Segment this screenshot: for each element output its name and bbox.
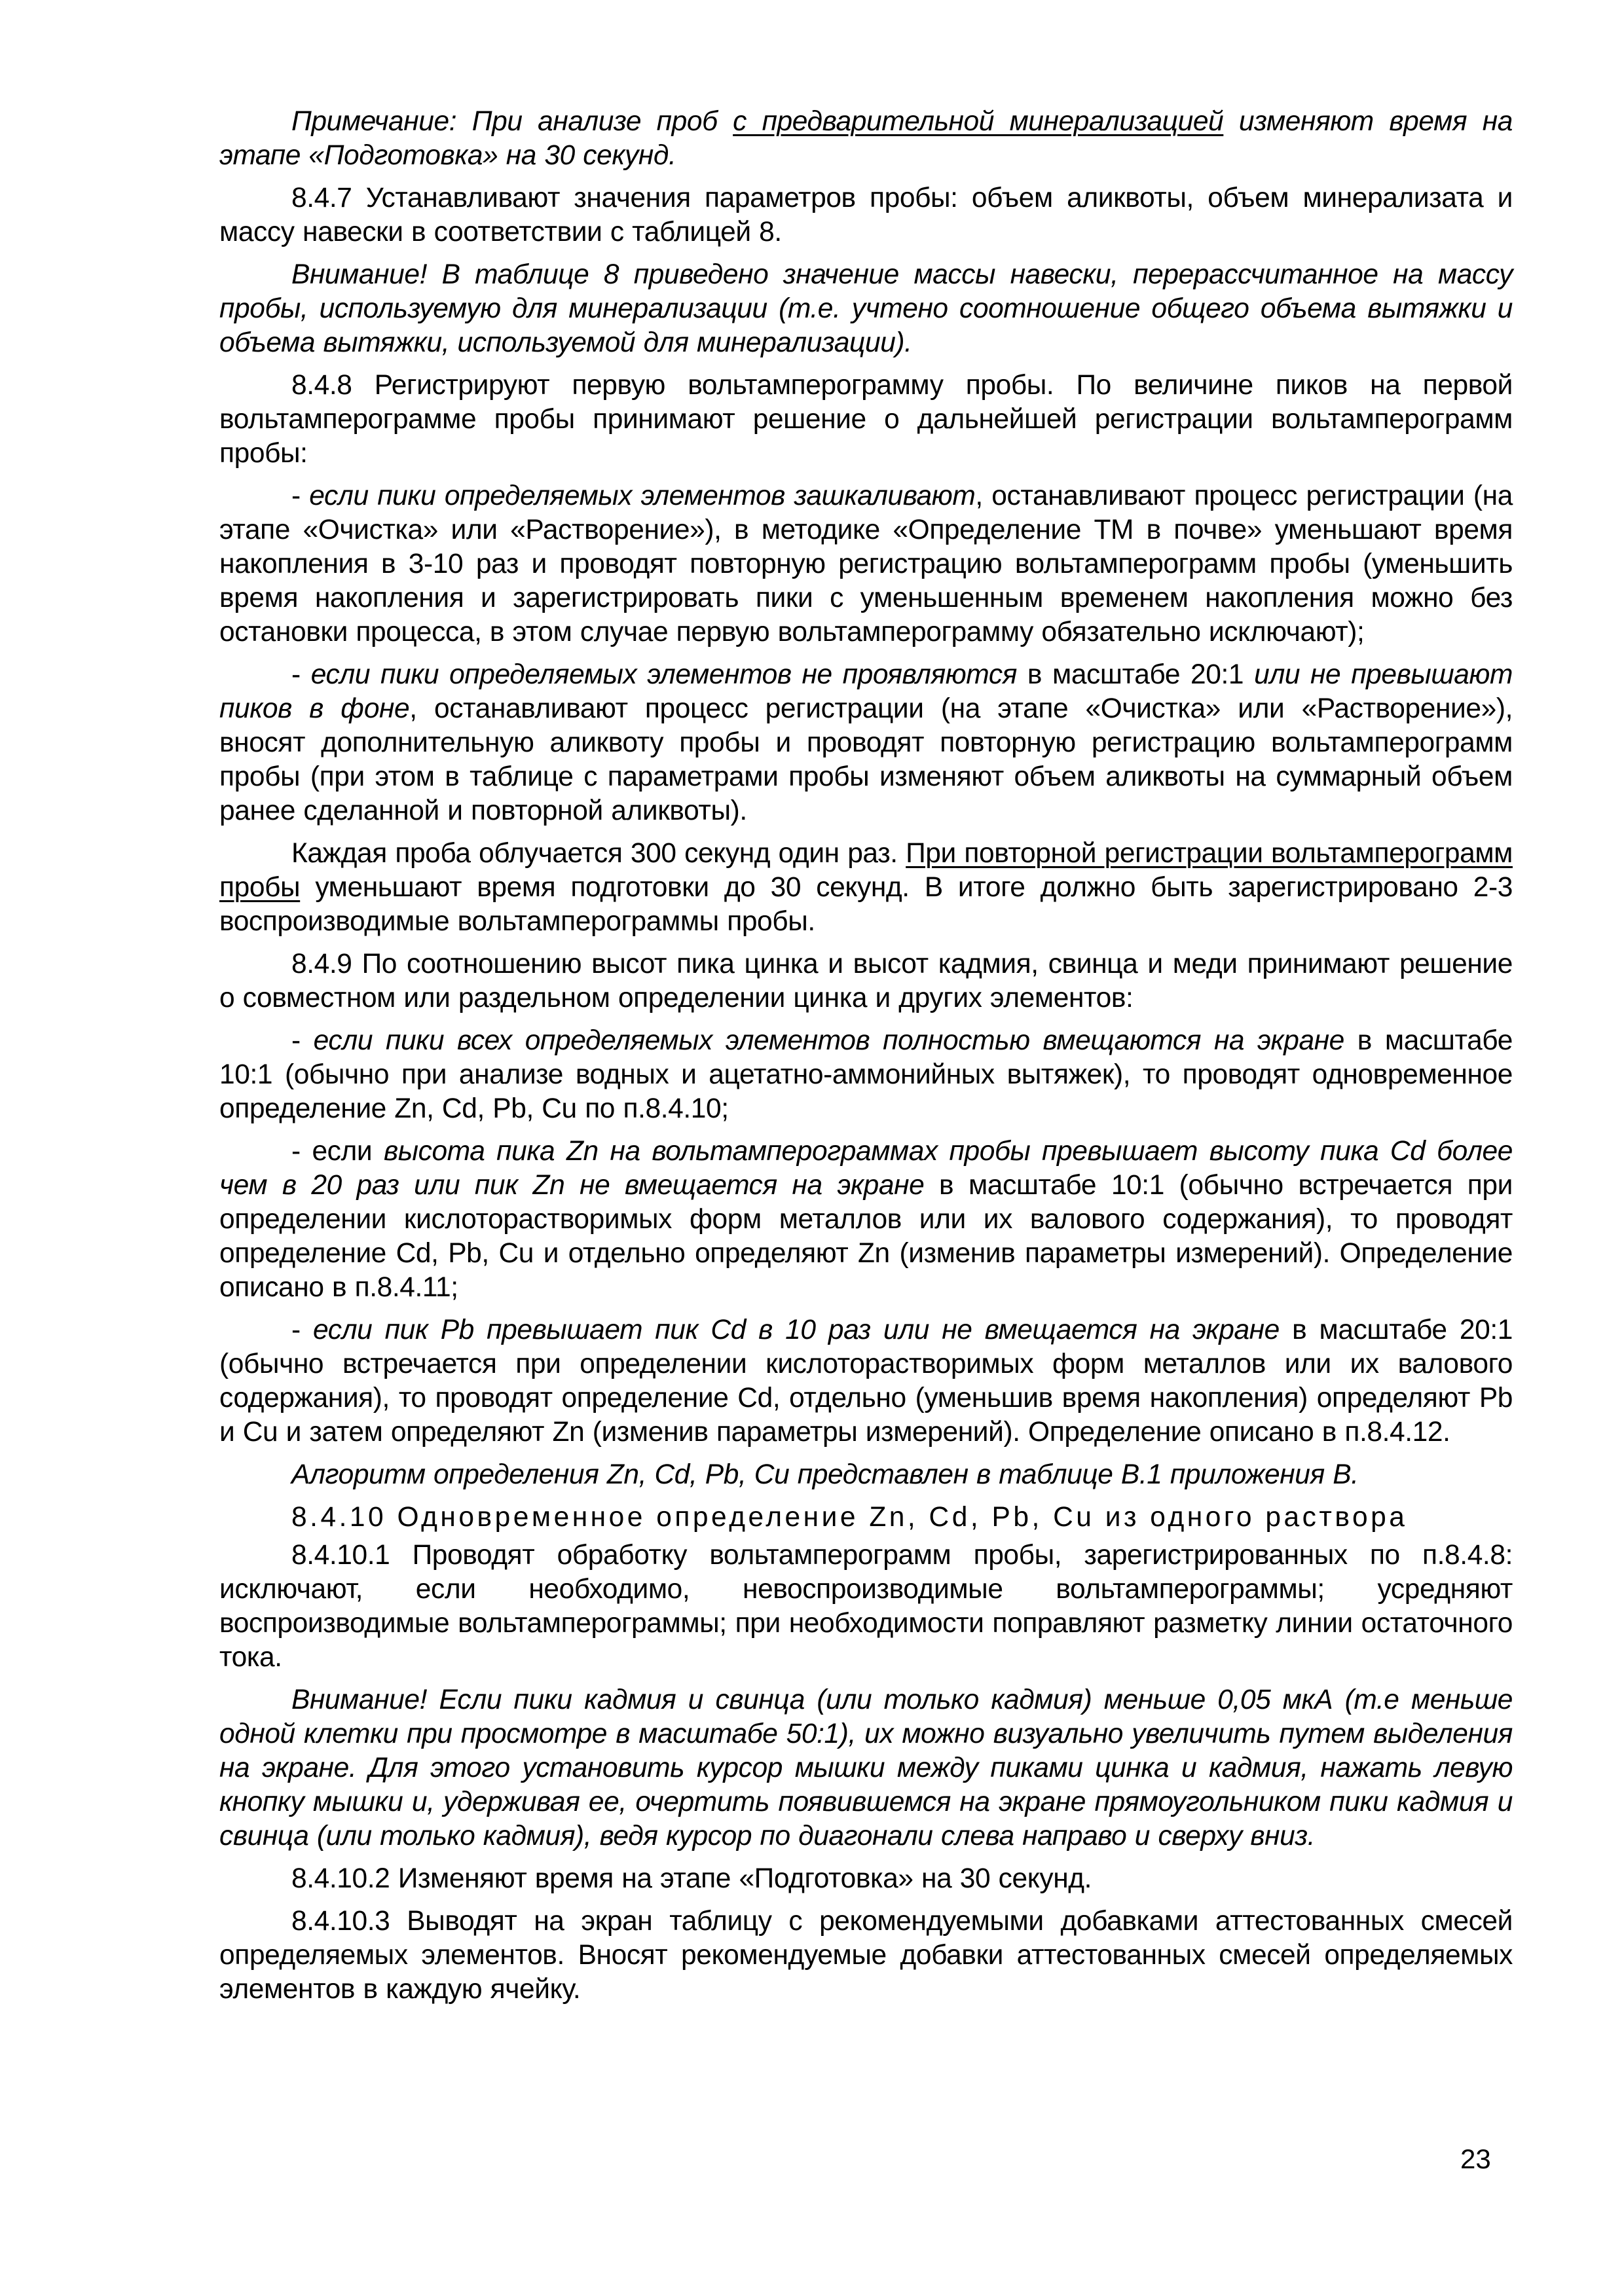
text-run: в масштабе 10:1 (обычно при анализе водных и ацетатно-аммонийных вытяжек), то проводят одновременное определение Zn, Cd, Pb, Cu по п.8.4.10; — [219, 1025, 1513, 1124]
text-run: - — [291, 1025, 314, 1056]
paragraph-attention-small-peaks — [219, 1683, 1513, 1853]
paragraph-case-off-scale — [219, 479, 1513, 649]
italic-text: Примечание: При анализе проб — [291, 106, 733, 137]
paragraph-p-8-4-10-3 — [219, 1904, 1513, 2007]
paragraph-algorithm-note — [219, 1458, 1513, 1492]
paragraph-p-8-4-10-2 — [219, 1862, 1513, 1896]
italic-text: если пики определяемых элементов зашкаливают — [309, 481, 976, 511]
text-run: уменьшают время подготовки до 30 секунд. В итоге должно быть зарегистрировано 2-3 воспроизводимые вольтамперограммы пробы. — [219, 872, 1513, 937]
text-run: 8.4.8 Регистрируют первую вольтамперограмму пробы. По величине пиков на первой вольтамперограмме пробы принимают решение о дальнейшей регистрации вольтамперограмм пробы: — [219, 370, 1513, 469]
paragraph-p-8-4-9 — [219, 947, 1513, 1015]
italic-text: если пики определяемых элементов не проявляются — [310, 659, 1017, 690]
italic-text: или не превышают пиков в фоне — [219, 659, 1513, 724]
italic-text: если пики всех определяемых элементов полностью вмещаются на экране — [313, 1025, 1344, 1056]
italic-text: если пик Pb превышает пик Cd в 10 раз или не вмещается на экране — [312, 1315, 1280, 1345]
underlined-text: При повторной регистрации вольтамперограмм пробы — [219, 838, 1513, 903]
page-number: 23 — [1460, 2143, 1491, 2174]
text-run: , останавливают процесс регистрации (на этапе «Очистка» или «Растворение»), в методике «Определение ТМ в почве» уменьшают время накопления в 3-10 раз и проводят повторную регистрацию вольтамперограмм пробы (уменьшить время накопления и зарегистрировать пики с уменьшенным временем накопления можно без остановки процесса, в этом случае первую вольтамперограмму обязательно исключают); — [219, 481, 1513, 647]
italic-text: изменяют время на этапе «Подготовка» на 30 секунд. — [219, 106, 1513, 171]
text-run: - если — [291, 1136, 384, 1167]
paragraph-case-all-fit — [219, 1024, 1513, 1126]
paragraph-case-zn-exceeds — [219, 1135, 1513, 1305]
italic-text: высота пика Zn на вольтамперограммах пробы превышает высоту пика Cd более чем в 20 раз или пик Zn не вмещается на экране — [219, 1136, 1513, 1201]
text-run: Каждая проба облучается 300 секунд один раз. — [291, 838, 906, 869]
paragraph-note-mineralization — [219, 105, 1513, 173]
text-run: 8.4.10.3 Выводят на экран таблицу с рекомендуемыми добавками аттестованных смесей определяемых элементов. Вносят рекомендуемые добавки аттестованных смесей определяемых элементов в каждую ячейку. — [219, 1906, 1513, 2005]
italic-text: Алгоритм определения Zn, Cd, Pb, Cu представлен в таблице В.1 приложения В. — [291, 1459, 1359, 1490]
text-run: 8.4.10.2 Изменяют время на этапе «Подготовка» на 30 секунд. — [291, 1863, 1092, 1894]
section-heading-8-4-10: 8.4.10 Одновременное определение Zn, Cd, Pb, Cu из одного раствора — [291, 1502, 1408, 1533]
paragraph-p-8-4-10-1 — [219, 1539, 1513, 1675]
text-run: - — [291, 1315, 313, 1345]
paragraph-p-irradiation — [219, 837, 1513, 939]
paragraph-p-8-4-8 — [219, 369, 1513, 471]
text-run: 8.4.7 Устанавливают значения параметров пробы: объем аликвоты, объем минерализата и массу навески в соответствии с таблицей 8. — [219, 183, 1513, 247]
body-text-after-heading — [219, 1539, 1513, 2007]
text-run: - — [291, 659, 311, 690]
text-run: - — [291, 481, 310, 511]
paragraph-p-8-4-7 — [219, 181, 1513, 249]
paragraph-attention-table-8 — [219, 258, 1513, 360]
underlined-text: с предварительной минерализацией — [733, 106, 1224, 137]
text-run: в масштабе 10:1 (обычно встречается при определении кислоторастворимых форм металлов или их валового содержания), то проводят определение Cd, Pb, Cu и отдельно определяют Zn (изменив параметры измерений). Определение описано в п.8.4.11; — [219, 1170, 1513, 1303]
text-run: 8.4.9 По соотношению высот пика цинка и высот кадмия, свинца и меди принимают решение о совместном или раздельном определении цинка и других элементов: — [219, 949, 1513, 1013]
text-run: , останавливают процесс регистрации (на этапе «Очистка» или «Растворение»), вносят дополнительную аликвоту пробы и проводят повторную регистрацию вольтамперограмм пробы (при этом в таблице с параметрами пробы изменяют объем аликвоты на суммарный объем ранее сделанной и повторной аликвоты). — [219, 693, 1513, 826]
body-text-before-heading — [219, 105, 1513, 1492]
text-run: 8.4.10.1 Проводят обработку вольтамперограмм пробы, зарегистрированных по п.8.4.8: исключают, если необходимо, невоспроизводимые вольтамперограммы; усредняют воспроизводимые вольтамперограммы; при необходимости поправляют разметку линии остаточного тока. — [219, 1540, 1513, 1673]
text-run: в масштабе 20:1 — [1016, 659, 1255, 690]
text-run: в масштабе 20:1 (обычно встречается при определении кислоторастворимых форм металлов или их валового содержания), то проводят определение Cd, отдельно (уменьшив время накопления) определяют Pb и Cu и затем определяют Zn (изменив параметры измерений). Определение описано в п.8.4.12. — [219, 1315, 1513, 1448]
paragraph-case-pb-exceeds — [219, 1313, 1513, 1449]
document-page — [219, 105, 1513, 2015]
italic-text: Внимание! В таблице 8 приведено значение массы навески, перерассчитанное на массу пробы, используемую для минерализации (т.е. учтено соотношение общего объема вытяжки и объема вытяжки, используемой для минерализации). — [219, 259, 1513, 358]
italic-text: Внимание! Если пики кадмия и свинца (или только кадмия) меньше 0,05 мкА (т.е меньше одной клетки при просмотре в масштабе 50:1), их можно визуально увеличить путем выделения на экране. Для этого установить курсор мышки между пиками цинка и кадмия, нажать левую кнопку мышки и, удерживая ее, очертить появившемся на экране прямоугольником пики кадмия и свинца (или только кадмия), ведя курсор по диагонали слева направо и сверху вниз. — [219, 1685, 1513, 1851]
paragraph-case-not-visible — [219, 658, 1513, 828]
